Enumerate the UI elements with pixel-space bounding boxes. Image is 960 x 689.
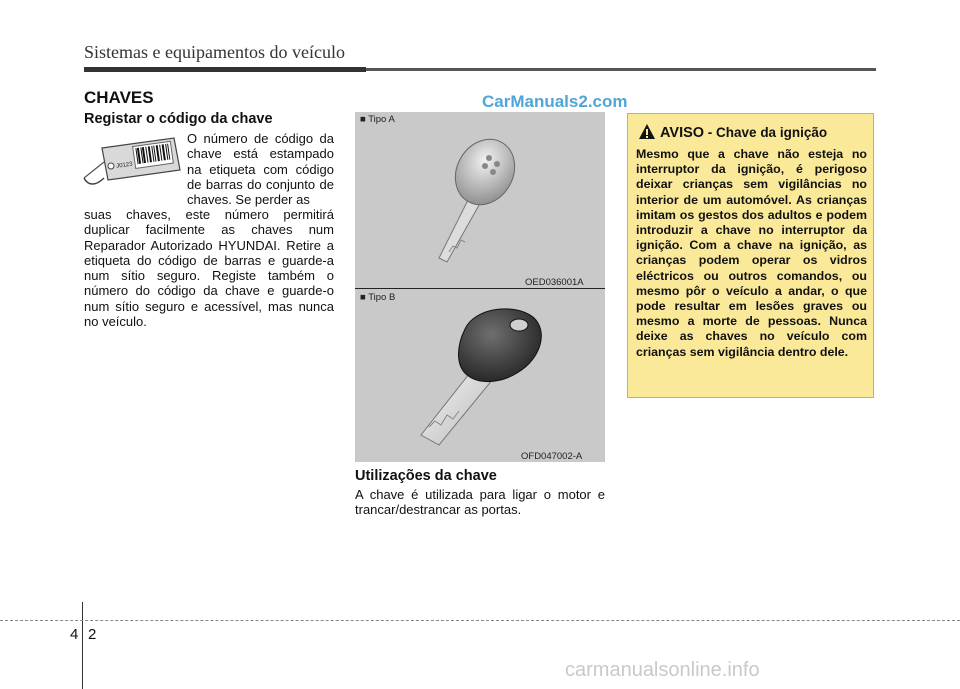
header-rule-accent — [84, 67, 366, 72]
warning-title-main: AVISO — [660, 125, 705, 141]
type-a-label: ■ Tipo A — [360, 114, 395, 125]
type-b-code: OFD047002-A — [521, 451, 583, 462]
key-tag-code: J0123 — [115, 161, 133, 170]
watermark-link[interactable]: CarManuals2.com — [482, 92, 628, 111]
footer-dashed-rule — [0, 620, 960, 621]
footer-url[interactable]: carmanualsonline.info — [565, 659, 760, 681]
key-tag-image — [82, 134, 182, 192]
type-b-label: ■ Tipo B — [360, 292, 396, 303]
key-type-b-photo — [355, 289, 605, 462]
register-code-text-top: O número de código da chave está estampado na etiqueta com código de barras do conjunto de chaves. Se perder as — [187, 131, 334, 208]
key-usage-text: A chave é utilizada para ligar o motor e trancar/destrancar as portas. — [355, 487, 605, 518]
key-type-a-photo — [355, 112, 605, 288]
register-code-text: suas chaves, este número permitirá duplicar facilmente as chaves num Reparador Autorizado HYUNDAI. Retire a etiqueta do código de barras e guarde-a num sítio seguro. Registe também o número do código da chave e guarde-o num sítio seguro e acessível, mas nunca no veículo. — [84, 207, 334, 330]
heading-key-usage: Utilizações da chave — [355, 468, 497, 484]
page-number: 2 — [88, 626, 97, 643]
section-title: CHAVES — [84, 88, 154, 107]
header-title: Sistemas e equipamentos do veículo — [84, 42, 345, 62]
type-a-code: OED036001A — [525, 277, 584, 288]
heading-register-code: Registar o código da chave — [84, 111, 273, 127]
warning-icon — [638, 123, 656, 140]
page-number-divider — [82, 602, 83, 689]
warning-title — [660, 125, 827, 141]
warning-title-sub: - Chave da ignição — [704, 125, 828, 140]
warning-text: Mesmo que a chave não esteja no interruptor da ignição, é perigoso deixar crianças sem vigilâncias no interior de um automóvel. As crianças imitam os gestos dos adultos e podem introduzir a chave no interruptor da ignição. Com a chave na ignição, as crianças podem operar os vidros eléctricos ou outros comandos, ou mesmo pôr o veículo a andar, o que pode resultar em lesões graves ou mesmo a morte de pessoas. Nunca deixe as chaves no veículo com crianças sem vigilância dentro dele. — [636, 147, 867, 359]
chapter-number: 4 — [70, 626, 79, 643]
